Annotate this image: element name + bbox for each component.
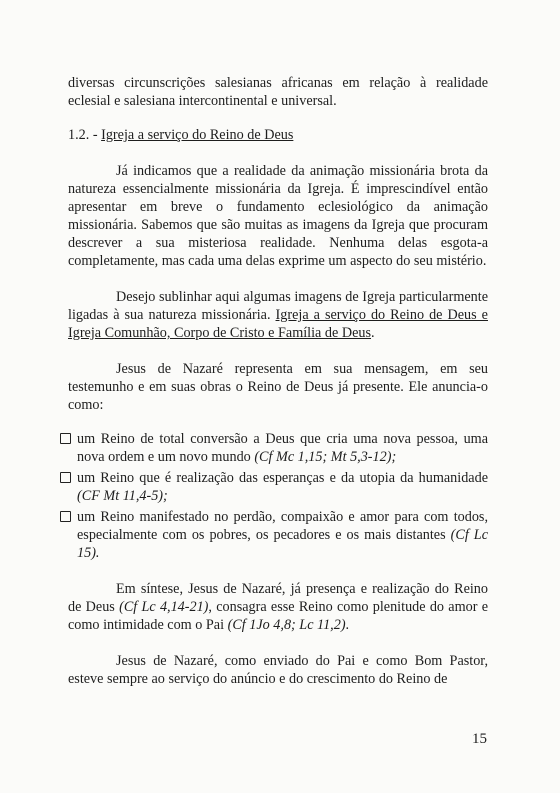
section-title: Igreja a serviço do Reino de Deus [101, 127, 294, 143]
paragraph-4-ref1: (Cf Lc 4,14-21) [119, 599, 209, 615]
bullet-list [68, 430, 488, 562]
section-heading [68, 126, 488, 144]
bullet-text: um Reino de total conversão a Deus que cria uma nova pessoa, uma nova ordem e um novo mundo [77, 431, 488, 465]
paragraph-4-c: . [345, 617, 350, 633]
paragraph-5: Jesus de Nazaré, como enviado do Pai e como Bom Pastor, esteve sempre ao serviço do anúncio e do crescimento do Reino de [68, 653, 488, 687]
paragraph-2-end: . [371, 325, 375, 341]
section-number: 1.2. - [68, 127, 102, 143]
paragraph-3: Jesus de Nazaré representa em sua mensagem, em seu testemunho e em suas obras o Reino de Deus já presente. Ele anuncia-o como: [68, 361, 488, 413]
paragraph-1: Já indicamos que a realidade da animação missionária brota da natureza essencialmente missionária da Igreja. É imprescindível então apresentar em breve o fundamento eclesiológico da animação missionária. Sabemos que são muitas as imagens da Igreja que procuram descrever a sua misteriosa realidade. Nenhuma delas esgota-a completamente, mas cada uma delas exprime um aspecto do seu mistério. [68, 163, 488, 269]
paragraph-4-a: Em síntese, Jesus de Nazaré, já presença e realização do Reino de Deus [68, 581, 488, 615]
paragraph-4-b: , consagra esse Reino como plenitude do amor e como intimidade com o Pai [68, 599, 488, 633]
bullet-text: um Reino que é realização das esperanças e da utopia da humanidade [77, 470, 488, 486]
paragraph-intro: diversas circunscrições salesianas africanas em relação à realidade eclesial e salesiana intercontinental e universal. [68, 75, 488, 109]
list-item [60, 508, 488, 562]
list-item [60, 469, 488, 505]
paragraph-2-text: Desejo sublinhar aqui algumas imagens de Igreja particularmente ligadas à sua natureza missionária. [68, 289, 488, 323]
bullet-reference: (Cf Lc 15). [77, 527, 488, 561]
checkbox-bullet-icon [60, 472, 71, 483]
checkbox-bullet-icon [60, 511, 71, 522]
bullet-text: um Reino manifestado no perdão, compaixão e amor para com todos, especialmente com os pobres, os pecadores e os mais distantes [77, 509, 488, 543]
paragraph-2-underlined: Igreja a serviço do Reino de Deus e Igreja Comunhão, Corpo de Cristo e Família de Deus [68, 307, 488, 341]
bullet-reference: (CF Mt 11,4-5); [77, 488, 168, 504]
bullet-reference: (Cf Mc 1,15; Mt 5,3-12); [254, 449, 397, 465]
paragraph-4 [68, 580, 488, 634]
paragraph-4-ref2: (Cf 1Jo 4,8; Lc 11,2) [227, 617, 346, 633]
paragraph-2 [68, 288, 488, 342]
checkbox-bullet-icon [60, 433, 71, 444]
list-item [60, 430, 488, 466]
page-number: 15 [472, 731, 487, 747]
page-content [68, 74, 488, 688]
